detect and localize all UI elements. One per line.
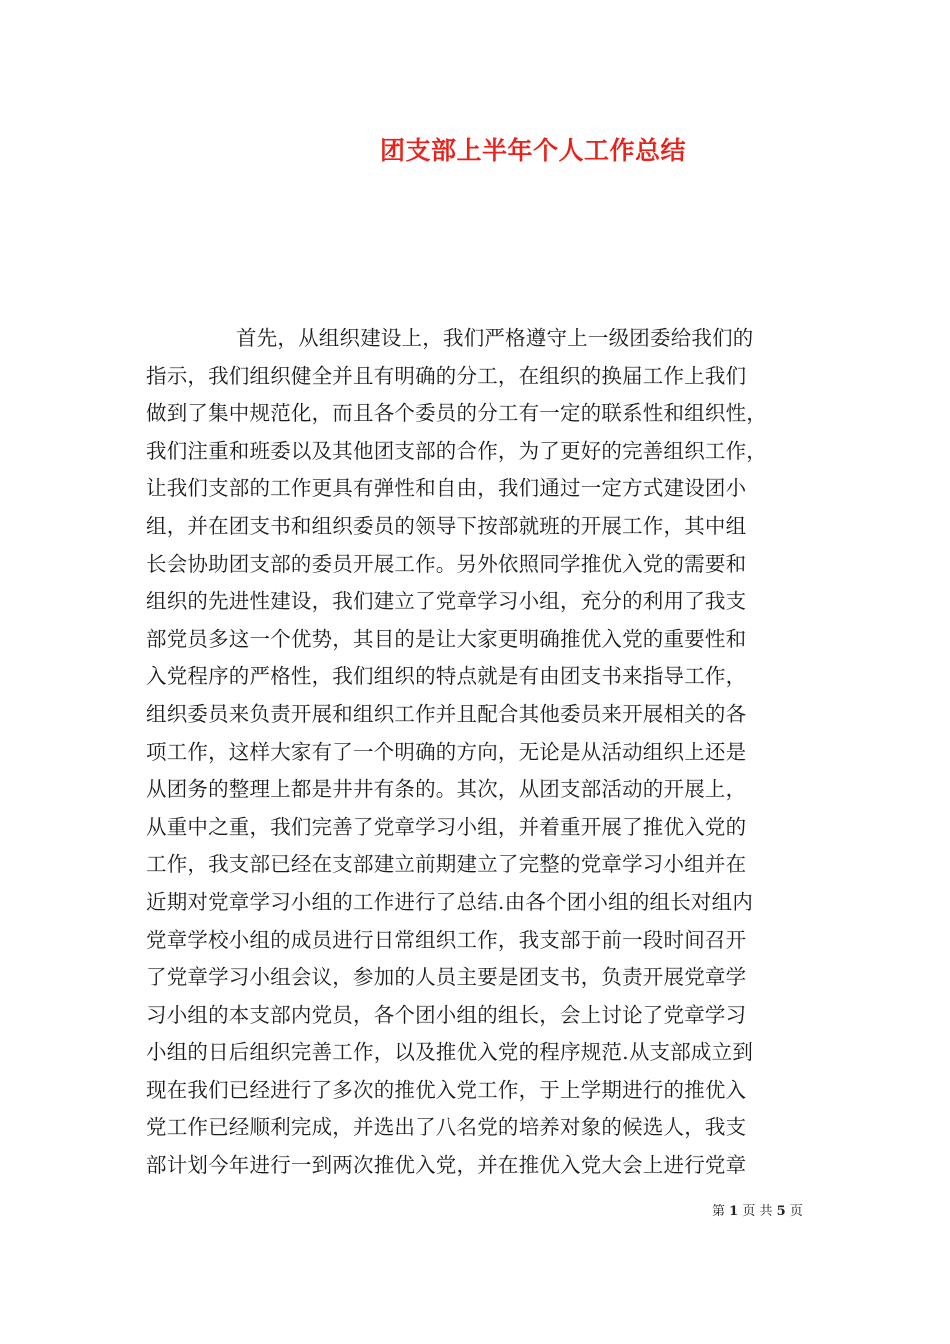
body-line: 组织的先进性建设，我们建立了党章学习小组，充分的利用了我支: [146, 589, 747, 614]
document-body: [146, 320, 806, 1185]
body-line: 项工作，这样大家有了一个明确的方向，无论是从活动组织上还是: [146, 739, 747, 764]
body-line: 从重中之重，我们完善了党章学习小组，并着重开展了推优入党的: [146, 814, 747, 839]
body-line: 组，并在团支书和组织委员的领导下按部就班的开展工作，其中组: [146, 513, 747, 538]
body-line: 了党章学习小组会议，参加的人员主要是团支书，负责开展党章学: [146, 965, 747, 990]
body-line: 从团务的整理上都是井井有条的。其次，从团支部活动的开展上，: [146, 777, 747, 802]
body-line: 党工作已经顺利完成，并选出了八名党的培养对象的候选人，我支: [146, 1115, 747, 1140]
body-line: 长会协助团支部的委员开展工作。另外依照同学推优入党的需要和: [146, 551, 747, 576]
body-line: 小组的日后组织完善工作，以及推优入党的程序规范.从支部成立到: [146, 1040, 754, 1065]
body-line: 首先，从组织建设上，我们严格遵守上一级团委给我们的: [236, 326, 754, 350]
page-number-footer: [712, 1203, 803, 1221]
footer-suffix: 页: [789, 1204, 803, 1219]
footer-current-page: 1: [729, 1204, 739, 1219]
document-title: 团支部上半年个人工作总结: [379, 136, 686, 165]
body-line: 部党员多这一个优势，其目的是让大家更明确推优入党的重要性和: [146, 626, 747, 651]
body-line: 我们注重和班委以及其他团支部的合作，为了更好的完善组织工作，: [146, 438, 767, 463]
body-line: 习小组的本支部内党员，各个团小组的组长，会上讨论了党章学习: [146, 1002, 747, 1027]
body-line: 党章学校小组的成员进行日常组织工作，我支部于前一段时间召开: [146, 927, 747, 952]
body-line: 入党程序的严格性，我们组织的特点就是有由团支书来指导工作，: [146, 664, 747, 689]
footer-middle: 页 共: [742, 1204, 773, 1219]
footer-prefix: 第: [712, 1204, 726, 1219]
footer-total-pages: 5: [776, 1204, 786, 1219]
body-line: 组织委员来负责开展和组织工作并且配合其他委员来开展相关的各: [146, 701, 747, 726]
body-line: 部计划今年进行一到两次推优入党，并在推优入党大会上进行党章: [146, 1153, 747, 1178]
body-line: 近期对党章学习小组的工作进行了总结.由各个团小组的组长对组内: [146, 889, 754, 914]
body-line: 工作，我支部已经在支部建立前期建立了完整的党章学习小组并在: [146, 852, 747, 877]
body-line: 让我们支部的工作更具有弹性和自由，我们通过一定方式建设团小: [146, 476, 747, 501]
body-line: 做到了集中规范化，而且各个委员的分工有一定的联系性和组织性，: [146, 401, 767, 426]
body-line: 现在我们已经进行了多次的推优入党工作，于上学期进行的推优入: [146, 1077, 747, 1102]
body-line: 指示，我们组织健全并且有明确的分工，在组织的换届工作上我们: [146, 363, 747, 388]
